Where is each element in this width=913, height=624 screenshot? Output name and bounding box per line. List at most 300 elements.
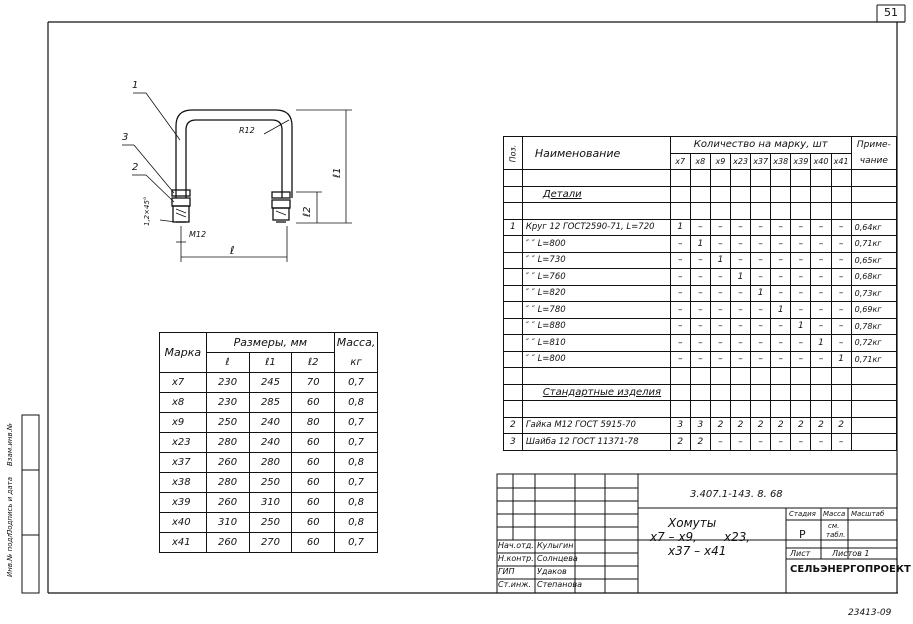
- spec-qty: –: [690, 318, 710, 335]
- title-line-2a: х7 – х9,: [650, 530, 697, 544]
- spec-cell: [522, 368, 670, 385]
- spec-cell: [771, 401, 791, 418]
- spec-cell: [791, 170, 811, 187]
- spec-cell: [831, 401, 851, 418]
- dims-header-l2: ℓ2: [292, 353, 335, 373]
- spec-cell: [751, 170, 771, 187]
- spec-name: ″ ″ L=810: [522, 335, 670, 352]
- spec-qty: –: [670, 252, 690, 269]
- u-bolt-drawing: [122, 93, 352, 262]
- spec-pos: [504, 351, 523, 368]
- title-line-3: х37 – х41: [668, 544, 727, 558]
- spec-qty: –: [710, 269, 730, 286]
- doc-code: 3.407.1-143. 8. 68: [690, 489, 783, 500]
- spec-qty: –: [730, 219, 750, 236]
- spec-qty: 1: [771, 302, 791, 319]
- dims-row: [160, 393, 378, 413]
- spec-qty: –: [751, 351, 771, 368]
- spec-cell: [690, 170, 710, 187]
- spec-qty: –: [811, 318, 831, 335]
- callout-3: 3: [122, 132, 129, 143]
- side-stamp-label-1: Инв.№ подл.: [6, 530, 14, 577]
- spec-cell: [730, 401, 750, 418]
- spec-name: Шайба 12 ГОСТ 11371-78: [522, 434, 670, 451]
- spec-name: ″ ″ L=730: [522, 252, 670, 269]
- dims-header-l: ℓ: [206, 353, 249, 373]
- dim-l2-label: ℓ2: [302, 206, 313, 217]
- spec-qty: 2: [811, 417, 831, 434]
- role-label: Н.контр.: [498, 554, 534, 563]
- spec-section-title: Детали: [522, 186, 670, 203]
- spec-qty: –: [831, 434, 851, 451]
- spec-qty: –: [791, 434, 811, 451]
- spec-item-row: [504, 434, 897, 451]
- dims-cell-mass: 0,8: [335, 493, 378, 513]
- dims-cell-l2: 60: [292, 453, 335, 473]
- dims-row: [160, 473, 378, 493]
- spec-cell: [690, 368, 710, 385]
- dims-cell-mark: х39: [160, 493, 207, 513]
- spec-qty: 1: [670, 219, 690, 236]
- spec-cell: [831, 186, 851, 203]
- dims-cell-mass: 0,7: [335, 433, 378, 453]
- spec-mark-header: х9: [710, 153, 730, 170]
- dims-cell-l1: 270: [249, 533, 292, 553]
- spec-mark-header: х23: [730, 153, 750, 170]
- spec-qty: –: [811, 219, 831, 236]
- spec-qty: –: [730, 302, 750, 319]
- spec-cell: [730, 203, 750, 220]
- dims-cell-mark: х40: [160, 513, 207, 533]
- spec-pos: [504, 335, 523, 352]
- dims-cell-l: 310: [206, 513, 249, 533]
- spec-cell: [751, 401, 771, 418]
- role-label: ГИП: [498, 567, 515, 576]
- spec-name: ″ ″ L=820: [522, 285, 670, 302]
- dims-cell-l1: 250: [249, 513, 292, 533]
- spec-cell: [751, 384, 771, 401]
- spec-cell: [690, 186, 710, 203]
- spec-qty: –: [791, 285, 811, 302]
- spec-qty: –: [791, 335, 811, 352]
- spec-qty: –: [811, 434, 831, 451]
- callout-2: 2: [132, 162, 139, 173]
- spec-qty: –: [710, 434, 730, 451]
- spec-header-qty: Количество на марку, шт: [670, 137, 851, 154]
- spec-qty: –: [751, 434, 771, 451]
- dims-row: [160, 433, 378, 453]
- role-name: Солнцева: [537, 554, 578, 563]
- spec-cell: [771, 170, 791, 187]
- spec-name: ″ ″ L=880: [522, 318, 670, 335]
- spec-cell: [504, 170, 523, 187]
- spec-empty-row: [504, 401, 897, 418]
- dim-l-label: ℓ: [230, 244, 235, 257]
- role-name: Удаков: [537, 567, 567, 576]
- spec-cell: [771, 384, 791, 401]
- spec-header-pos: [504, 137, 523, 170]
- spec-cell: [851, 186, 896, 203]
- dims-cell-l: 280: [206, 433, 249, 453]
- dims-cell-mass: 0,8: [335, 453, 378, 473]
- spec-cell: [670, 368, 690, 385]
- dims-cell-l1: 310: [249, 493, 292, 513]
- spec-qty: –: [831, 269, 851, 286]
- spec-qty: –: [670, 318, 690, 335]
- spec-mark-header: х7: [670, 153, 690, 170]
- dims-cell-mass: 0,7: [335, 533, 378, 553]
- dims-cell-l2: 60: [292, 433, 335, 453]
- spec-cell: [851, 170, 896, 187]
- mass-header: Масса: [823, 510, 846, 518]
- spec-name: Гайка М12 ГОСТ 5915-70: [522, 417, 670, 434]
- spec-note: 0,78кг: [851, 318, 896, 335]
- spec-pos: [504, 269, 523, 286]
- title-line-1: Хомуты: [668, 516, 717, 530]
- spec-qty: –: [730, 335, 750, 352]
- dims-cell-l: 260: [206, 453, 249, 473]
- spec-body: [504, 170, 897, 451]
- spec-cell: [751, 203, 771, 220]
- spec-cell: [710, 186, 730, 203]
- spec-qty: –: [730, 236, 750, 253]
- spec-cell: [811, 203, 831, 220]
- dims-cell-l: 260: [206, 533, 249, 553]
- side-stamp-label-3: Взам.инв.№: [6, 422, 14, 466]
- dims-cell-mark: х37: [160, 453, 207, 473]
- spec-cell: [504, 368, 523, 385]
- spec-section-row: [504, 384, 897, 401]
- spec-qty: –: [811, 285, 831, 302]
- dims-cell-l: 250: [206, 413, 249, 433]
- spec-qty: –: [670, 285, 690, 302]
- spec-cell: [831, 368, 851, 385]
- spec-qty: 2: [670, 434, 690, 451]
- dims-row: [160, 493, 378, 513]
- spec-cell: [522, 170, 670, 187]
- dims-row: [160, 373, 378, 393]
- dims-cell-mark: х9: [160, 413, 207, 433]
- dims-cell-mass: 0,7: [335, 473, 378, 493]
- dims-cell-l2: 60: [292, 513, 335, 533]
- spec-mark-header: х37: [751, 153, 771, 170]
- dims-cell-l: 260: [206, 493, 249, 513]
- spec-empty-row: [504, 203, 897, 220]
- spec-qty: –: [710, 351, 730, 368]
- spec-name: Круг 12 ГОСТ2590-71, L=720: [522, 219, 670, 236]
- role-name: Кулыгин: [537, 541, 574, 550]
- spec-qty: –: [831, 335, 851, 352]
- spec-cell: [791, 368, 811, 385]
- dims-cell-mark: х38: [160, 473, 207, 493]
- spec-qty: –: [831, 302, 851, 319]
- spec-qty: –: [670, 236, 690, 253]
- spec-cell: [811, 170, 831, 187]
- spec-note: 0,71кг: [851, 236, 896, 253]
- spec-qty: –: [670, 351, 690, 368]
- spec-item-row: [504, 302, 897, 319]
- spec-name: ″ ″ L=760: [522, 269, 670, 286]
- spec-qty: –: [811, 236, 831, 253]
- spec-pos: [504, 318, 523, 335]
- dims-cell-l1: 240: [249, 413, 292, 433]
- spec-header-note1: Приме-: [851, 137, 896, 154]
- spec-qty: –: [791, 302, 811, 319]
- spec-qty: –: [791, 269, 811, 286]
- spec-cell: [670, 401, 690, 418]
- spec-cell: [730, 384, 750, 401]
- spec-qty: –: [771, 269, 791, 286]
- spec-empty-row: [504, 368, 897, 385]
- spec-cell: [851, 384, 896, 401]
- spec-cell: [710, 170, 730, 187]
- spec-note: [851, 417, 896, 434]
- spec-cell: [791, 186, 811, 203]
- sheets-header: Листов 1: [832, 549, 870, 558]
- spec-item-row: [504, 252, 897, 269]
- spec-qty: 2: [751, 417, 771, 434]
- dims-cell-mass: 0,7: [335, 373, 378, 393]
- spec-qty: –: [670, 269, 690, 286]
- spec-qty: –: [710, 302, 730, 319]
- spec-qty: –: [771, 219, 791, 236]
- spec-pos: 3: [504, 434, 523, 451]
- dims-cell-l1: 285: [249, 393, 292, 413]
- spec-cell: [522, 401, 670, 418]
- dims-cell-mark: х8: [160, 393, 207, 413]
- dim-l1-label: ℓ1: [332, 167, 343, 178]
- spec-name: ″ ″ L=780: [522, 302, 670, 319]
- spec-cell: [771, 368, 791, 385]
- spec-cell: [831, 203, 851, 220]
- spec-qty: –: [690, 302, 710, 319]
- spec-qty: –: [690, 219, 710, 236]
- spec-name: ″ ″ L=800: [522, 236, 670, 253]
- spec-qty: –: [710, 318, 730, 335]
- dims-cell-mark: х41: [160, 533, 207, 553]
- dims-cell-mark: х7: [160, 373, 207, 393]
- scale-header: Масштаб: [851, 510, 885, 518]
- spec-item-row: [504, 269, 897, 286]
- radius-label: R12: [239, 126, 255, 135]
- spec-qty: –: [831, 318, 851, 335]
- dims-cell-l2: 60: [292, 533, 335, 553]
- spec-qty: –: [751, 335, 771, 352]
- spec-qty: 1: [751, 285, 771, 302]
- dims-header-mark: Марка: [160, 333, 207, 373]
- spec-cell: [730, 368, 750, 385]
- dims-cell-l: 280: [206, 473, 249, 493]
- spec-qty: –: [771, 285, 791, 302]
- spec-qty: 2: [730, 417, 750, 434]
- spec-pos: [504, 285, 523, 302]
- spec-cell: [851, 368, 896, 385]
- spec-mark-header: х41: [831, 153, 851, 170]
- spec-qty: –: [670, 335, 690, 352]
- spec-note: 0,72кг: [851, 335, 896, 352]
- spec-qty: 1: [811, 335, 831, 352]
- spec-cell: [771, 203, 791, 220]
- dims-cell-l1: 245: [249, 373, 292, 393]
- spec-qty: 2: [771, 417, 791, 434]
- spec-cell: [690, 203, 710, 220]
- spec-qty: –: [831, 252, 851, 269]
- spec-qty: –: [831, 219, 851, 236]
- spec-qty: –: [730, 351, 750, 368]
- spec-item-row: [504, 351, 897, 368]
- spec-qty: –: [771, 236, 791, 253]
- spec-cell: [690, 401, 710, 418]
- spec-qty: –: [771, 351, 791, 368]
- spec-cell: [710, 401, 730, 418]
- spec-qty: –: [690, 285, 710, 302]
- dims-cell-mass: 0,7: [335, 413, 378, 433]
- page-number: 51: [884, 6, 898, 19]
- spec-qty: 2: [791, 417, 811, 434]
- spec-qty: 3: [690, 417, 710, 434]
- spec-qty: –: [751, 252, 771, 269]
- spec-pos: 1: [504, 219, 523, 236]
- spec-qty: –: [730, 285, 750, 302]
- spec-pos: [504, 302, 523, 319]
- spec-pos: 2: [504, 417, 523, 434]
- spec-qty: –: [690, 335, 710, 352]
- spec-qty: –: [670, 302, 690, 319]
- dims-cell-l1: 240: [249, 433, 292, 453]
- spec-cell: [771, 186, 791, 203]
- spec-item-row: [504, 335, 897, 352]
- stage-header: Стадия: [789, 510, 816, 518]
- spec-mark-header: х40: [811, 153, 831, 170]
- spec-qty: –: [811, 252, 831, 269]
- sheet-header: Лист: [790, 549, 811, 558]
- dims-cell-l2: 60: [292, 493, 335, 513]
- spec-qty: 3: [670, 417, 690, 434]
- spec-qty: –: [791, 236, 811, 253]
- spec-qty: –: [831, 285, 851, 302]
- spec-cell: [710, 384, 730, 401]
- spec-item-row: [504, 318, 897, 335]
- dims-cell-l2: 60: [292, 473, 335, 493]
- spec-qty: –: [751, 318, 771, 335]
- spec-qty: –: [690, 351, 710, 368]
- spec-cell: [751, 368, 771, 385]
- spec-cell: [690, 384, 710, 401]
- thread-label: М12: [189, 230, 207, 239]
- spec-qty: –: [771, 318, 791, 335]
- spec-qty: –: [811, 269, 831, 286]
- spec-cell: [504, 186, 523, 203]
- spec-cell: [710, 368, 730, 385]
- role-name: Степанова: [537, 580, 583, 589]
- spec-qty: –: [710, 285, 730, 302]
- specification-table: [503, 136, 897, 451]
- spec-note: 0,65кг: [851, 252, 896, 269]
- organization: СЕЛЬЭНЕРГОПРОЕКТ: [790, 564, 911, 575]
- spec-mark-header: х38: [771, 153, 791, 170]
- spec-section-row: [504, 186, 897, 203]
- spec-pos: [504, 252, 523, 269]
- archive-number: 23413-09: [848, 608, 892, 618]
- dims-row: [160, 533, 378, 553]
- spec-qty: 2: [710, 417, 730, 434]
- dims-cell-l2: 70: [292, 373, 335, 393]
- spec-cell: [710, 203, 730, 220]
- spec-qty: –: [811, 302, 831, 319]
- dims-row: [160, 513, 378, 533]
- spec-qty: –: [751, 236, 771, 253]
- spec-cell: [751, 186, 771, 203]
- spec-item-row: [504, 417, 897, 434]
- spec-note: 0,64кг: [851, 219, 896, 236]
- spec-note: 0,68кг: [851, 269, 896, 286]
- callout-1: 1: [132, 80, 139, 91]
- dims-row: [160, 453, 378, 473]
- spec-qty: –: [791, 351, 811, 368]
- spec-name: ″ ″ L=800: [522, 351, 670, 368]
- spec-qty: 1: [730, 269, 750, 286]
- spec-qty: –: [730, 434, 750, 451]
- dims-header-mass: Масса,: [335, 333, 378, 353]
- spec-qty: –: [751, 302, 771, 319]
- spec-pos: [504, 236, 523, 253]
- mass-value-1: см.: [828, 522, 840, 530]
- spec-qty: –: [771, 434, 791, 451]
- spec-cell: [730, 170, 750, 187]
- spec-qty: 1: [710, 252, 730, 269]
- spec-mark-header: х39: [791, 153, 811, 170]
- spec-qty: –: [771, 335, 791, 352]
- spec-cell: [851, 401, 896, 418]
- dims-body: [160, 373, 378, 553]
- dims-cell-l2: 60: [292, 393, 335, 413]
- mass-value-2: табл.: [826, 531, 846, 539]
- dims-cell-l: 230: [206, 393, 249, 413]
- spec-cell: [522, 203, 670, 220]
- spec-qty: 2: [831, 417, 851, 434]
- spec-cell: [670, 170, 690, 187]
- dims-row: [160, 413, 378, 433]
- spec-section-title: Стандартные изделия: [522, 384, 670, 401]
- spec-cell: [504, 384, 523, 401]
- spec-header-name: Наименование: [522, 137, 670, 170]
- spec-qty: 1: [791, 318, 811, 335]
- spec-qty: –: [730, 318, 750, 335]
- dims-cell-l: 230: [206, 373, 249, 393]
- spec-cell: [791, 384, 811, 401]
- dims-cell-mass: 0,8: [335, 513, 378, 533]
- spec-qty: –: [811, 351, 831, 368]
- spec-cell: [791, 203, 811, 220]
- spec-qty: –: [710, 335, 730, 352]
- spec-qty: 1: [831, 351, 851, 368]
- spec-qty: –: [710, 219, 730, 236]
- dims-cell-mass: 0,8: [335, 393, 378, 413]
- spec-qty: –: [730, 252, 750, 269]
- spec-note: 0,73кг: [851, 285, 896, 302]
- spec-cell: [504, 203, 523, 220]
- role-label: Нач.отд.: [498, 541, 534, 550]
- dims-header-mass-unit: кг: [335, 353, 378, 373]
- spec-note: 0,71кг: [851, 351, 896, 368]
- spec-cell: [811, 368, 831, 385]
- dims-cell-l1: 250: [249, 473, 292, 493]
- dims-cell-mark: х23: [160, 433, 207, 453]
- spec-cell: [811, 384, 831, 401]
- dims-cell-l2: 80: [292, 413, 335, 433]
- spec-header-note2: чание: [851, 153, 896, 170]
- spec-qty: –: [791, 219, 811, 236]
